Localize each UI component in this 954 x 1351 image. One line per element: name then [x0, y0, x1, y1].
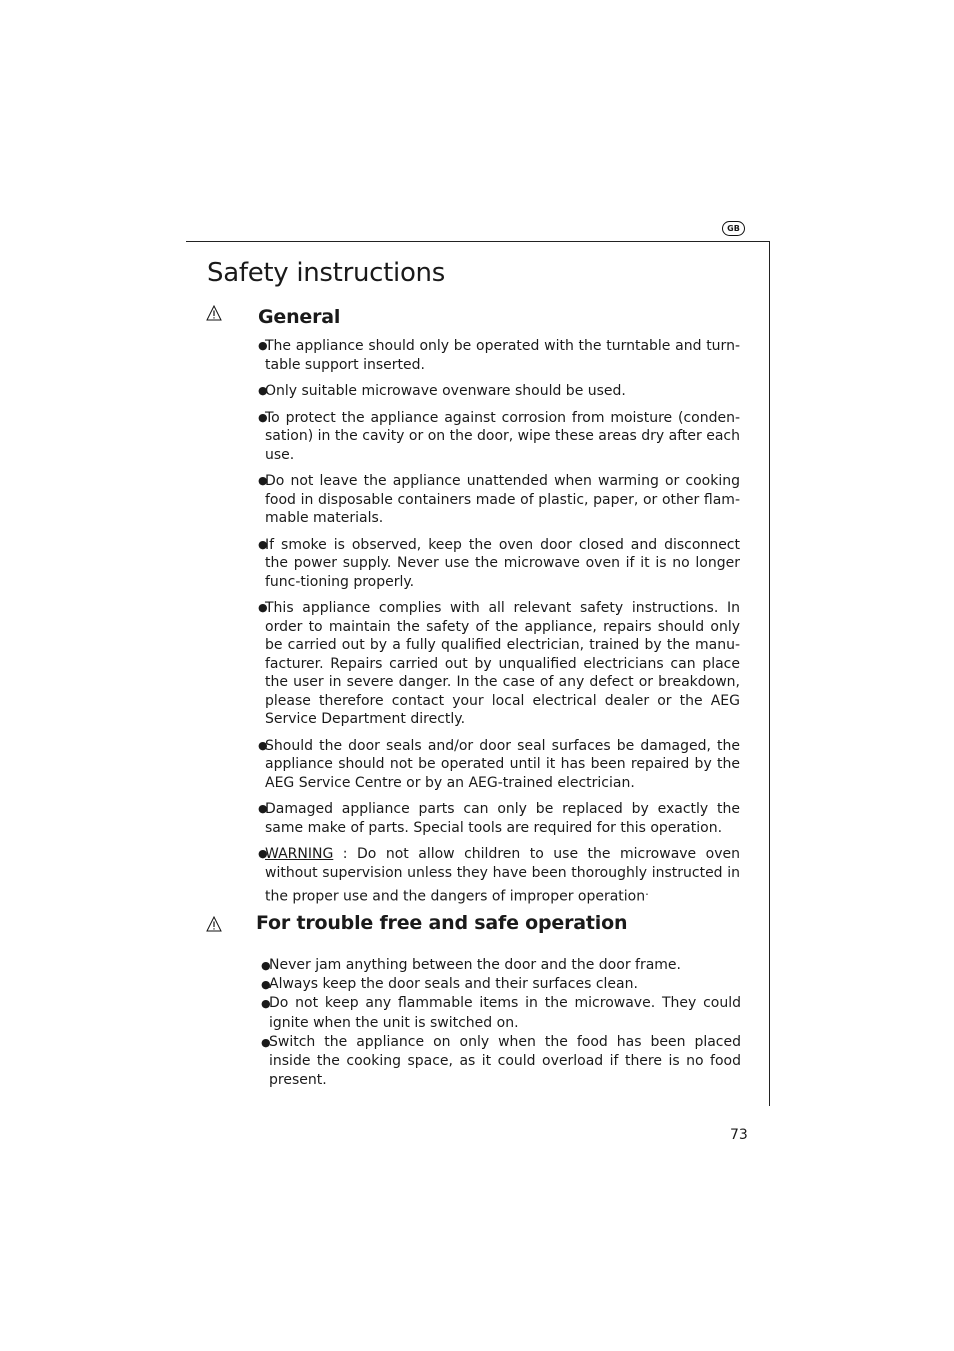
list-item: ● Do not leave the appliance unattended when warming or cooking food in disposable containers made of plastic, paper, or other flam-mable materials. — [258, 473, 740, 526]
section-heading-general: General — [258, 306, 341, 328]
warning-triangle-icon — [206, 916, 222, 932]
bullet-icon: ● — [258, 601, 268, 614]
warning-text: : Do not allow children to use the microwave oven without supervision unless they have been thoroughly instructed in the proper use and the dangers of improper operation — [265, 846, 740, 905]
warning-end: . — [645, 884, 649, 898]
bullet-icon: ● — [261, 1035, 271, 1049]
warning-label: WARNING — [265, 846, 334, 862]
page-number: 73 — [730, 1127, 748, 1143]
bullet-icon: ● — [258, 847, 268, 860]
bullet-icon: ● — [261, 997, 271, 1011]
bullet-icon: ● — [258, 802, 268, 815]
list-item: ● Always keep the door seals and their surfaces clean. — [261, 975, 741, 994]
top-rule — [186, 241, 770, 242]
bullet-icon: ● — [258, 537, 268, 551]
language-badge: GB — [722, 221, 745, 236]
bullet-icon: ● — [258, 339, 268, 352]
warning-item — [258, 845, 740, 906]
bullet-icon: ● — [258, 474, 268, 487]
list-item: ● Switch the appliance on only when the food has been placed inside the cooking space, as it could overload if there is no food present. — [261, 1033, 741, 1089]
list-item: ● Damaged appliance parts can only be replaced by exactly the same make of parts. Special tools are required for this operation. — [258, 801, 740, 836]
bullet-icon: ● — [258, 384, 268, 397]
right-rule — [769, 241, 770, 1106]
bullet-icon: ● — [261, 959, 271, 972]
list-item: ● Never jam anything between the door and the door frame. — [261, 956, 741, 975]
general-list — [258, 337, 740, 906]
list-item: ● Should the door seals and/or door seal surfaces be damaged, the appliance should not be operated until it has been repaired by the AEG Service Centre or by an AEG-trained electrician. — [258, 737, 740, 791]
bullet-icon: ● — [258, 738, 268, 752]
list-item: ● Do not keep any flammable items in the microwave. They could ignite when the unit is switched on. — [261, 995, 741, 1031]
page-title: Safety instructions — [207, 258, 445, 288]
list-item: ● If smoke is observed, keep the oven door closed and disconnect the power supply. Never use the microwave oven if it is no longer func-tioning properly. — [258, 536, 740, 590]
list-item: ● The appliance should only be operated with the turntable and turn-table support inserted. — [258, 338, 740, 373]
list-item: ● Only suitable microwave ovenware should be used. — [258, 383, 626, 399]
section-heading-safe-operation: For trouble free and safe operation — [256, 912, 628, 934]
warning-triangle-icon — [206, 305, 222, 321]
list-item: ● To protect the appliance against corrosion from moisture (conden-sation) in the cavity or on the door, wipe these areas dry after each use. — [258, 409, 740, 463]
bullet-icon: ● — [258, 410, 268, 424]
safe-operation-list — [261, 956, 741, 1090]
list-item: ● This appliance complies with all relevant safety instructions. In order to maintain the safety of the appliance, repairs should only be carried out by a fully qualified electrician, trained by the manu-facturer. Repairs carried out by unqualified electricians can place the user in severe danger. In the case of any defect or breakdown, please therefore contact your local electrical dealer or the AEG Service Department directly. — [258, 600, 740, 727]
bullet-icon: ● — [261, 978, 271, 992]
